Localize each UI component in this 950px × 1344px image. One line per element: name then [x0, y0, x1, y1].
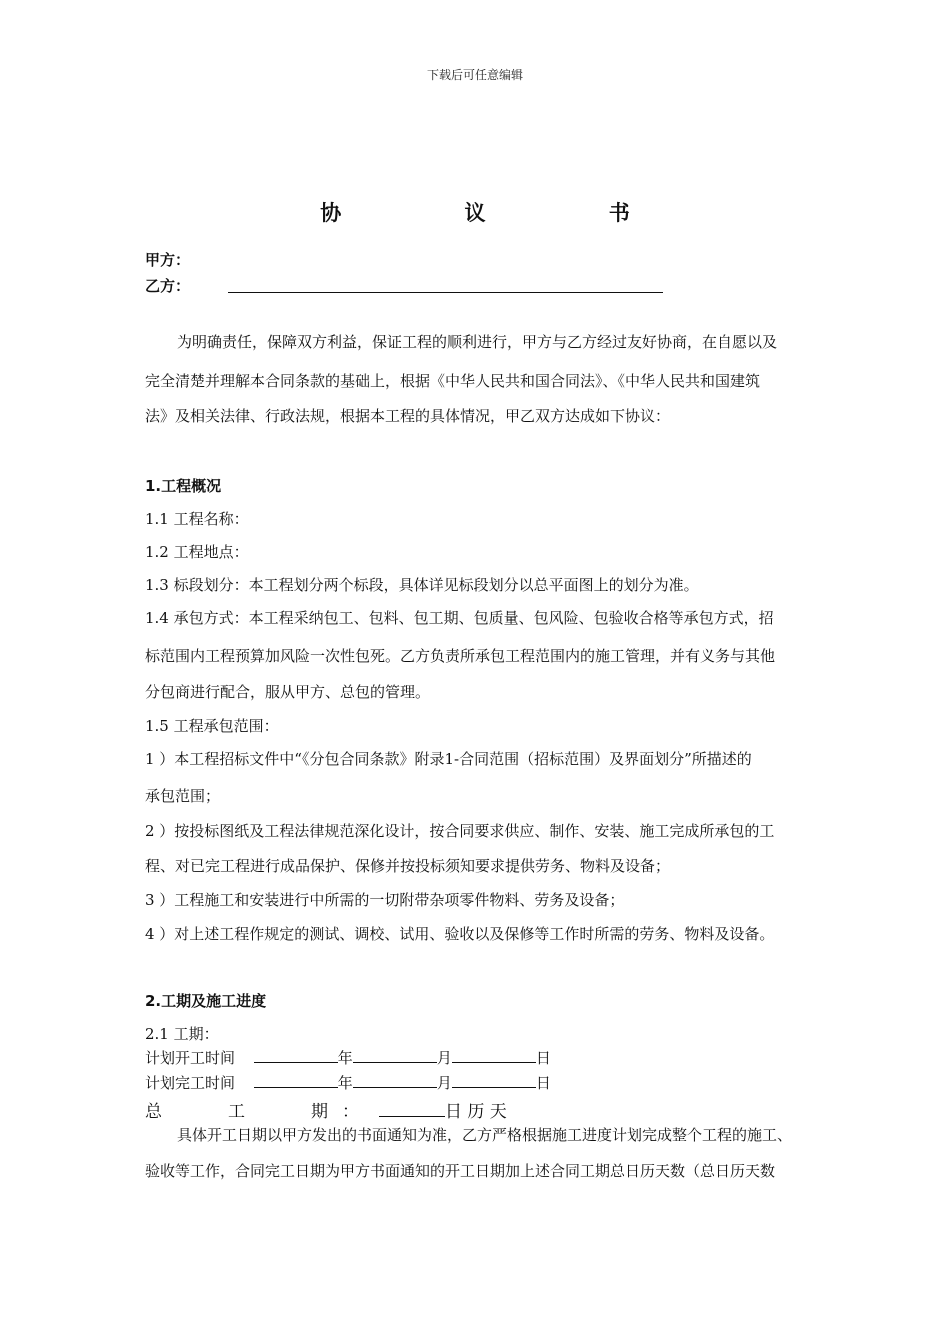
- planned-start-row: [145, 1047, 551, 1068]
- day-label: 日: [535, 1049, 551, 1067]
- year-label: 年: [337, 1074, 353, 1092]
- party-b-underline: [228, 292, 663, 293]
- end-year-blank[interactable]: [254, 1073, 338, 1088]
- month-label: 月: [436, 1074, 452, 1092]
- party-b-label: 乙方：: [145, 277, 191, 295]
- section-1-line: 标范围内工程预算加风险一次性包死。乙方负责所承包工程范围内的施工管理，并有义务与其他: [145, 647, 776, 665]
- total-days-blank[interactable]: [379, 1100, 445, 1117]
- total-duration-row: [145, 1097, 507, 1122]
- section-1-line: 1.5 工程承包范围：: [145, 717, 279, 735]
- section-1-line: 分包商进行配合，服从甲方、总包的管理。: [145, 683, 431, 701]
- section-1-line: 4 ）对上述工程作规定的测试、调校、试用、验收以及保修等工作时所需的劳务、物料及设备。: [145, 925, 775, 943]
- section-2-sub: 2.1 工期：: [145, 1025, 219, 1043]
- section-1-line: 1 ）本工程招标文件中“《分包合同条款》附录1-合同范围（招标范围）及界面划分”所描述的: [145, 750, 752, 768]
- day-label: 日: [535, 1074, 551, 1092]
- section-1-line: 1.3 标段划分：本工程划分两个标段，具体详见标段划分以总平面图上的划分为准。: [145, 576, 699, 594]
- section-2-paragraph-line-1: 具体开工日期以甲方发出的书面通知为准，乙方严格根据施工进度计划完成整个工程的施工、: [177, 1126, 793, 1144]
- planned-end-label: 计划完工时间: [145, 1074, 236, 1092]
- total-char: ：: [342, 1102, 359, 1122]
- document-title: 协 议 书: [320, 200, 688, 225]
- total-char: 总: [145, 1102, 162, 1122]
- section-1-line: 程、对已完工程进行成品保护、保修并按投标须知要求提供劳务、物料及设备；: [145, 857, 671, 875]
- total-char: 期: [311, 1102, 328, 1122]
- planned-end-row: [145, 1072, 551, 1093]
- end-month-blank[interactable]: [353, 1073, 437, 1088]
- section-2-heading: 2.工期及施工进度: [145, 992, 267, 1010]
- planned-start-label: 计划开工时间: [145, 1049, 236, 1067]
- page-header: 下载后可任意编辑: [426, 68, 523, 82]
- section-2-paragraph-line-2: 验收等工作，合同完工日期为甲方书面通知的开工日期加上述合同工期总日历天数（总日历天数: [145, 1162, 776, 1180]
- section-1-line: 3 ）工程施工和安装进行中所需的一切附带杂项零件物料、劳务及设备；: [145, 891, 625, 909]
- month-label: 月: [436, 1049, 452, 1067]
- party-a-label: 甲方：: [145, 251, 191, 269]
- intro-line-3: 法》及相关法律、行政法规，根据本工程的具体情况，甲乙双方达成如下协议：: [145, 407, 671, 425]
- section-1-heading: 1.工程概况: [145, 477, 222, 495]
- start-day-blank[interactable]: [452, 1048, 536, 1063]
- section-1-line: 1.4 承包方式：本工程采纳包工、包料、包工期、包质量、包风险、包验收合格等承包方式，招: [145, 609, 774, 627]
- section-1-line: 2 ）按投标图纸及工程法律规范深化设计，按合同要求供应、制作、安装、施工完成所承包的工: [145, 822, 775, 840]
- section-1-line: 承包范围；: [145, 787, 221, 805]
- year-label: 年: [337, 1049, 353, 1067]
- start-year-blank[interactable]: [254, 1048, 338, 1063]
- section-1-line: 1.1 工程名称：: [145, 510, 249, 528]
- total-char: 工: [228, 1102, 245, 1122]
- section-1-line: 1.2 工程地点：: [145, 543, 249, 561]
- intro-line-1: 为明确责任，保障双方利益，保证工程的顺利进行，甲方与乙方经过友好协商，在自愿以及: [177, 333, 778, 351]
- end-day-blank[interactable]: [452, 1073, 536, 1088]
- total-days-suffix: 日 历 天: [445, 1102, 507, 1122]
- intro-line-2: 完全清楚并理解本合同条款的基础上，根据《中华人民共和国合同法》、《中华人民共和国建筑: [145, 372, 761, 390]
- start-month-blank[interactable]: [353, 1048, 437, 1063]
